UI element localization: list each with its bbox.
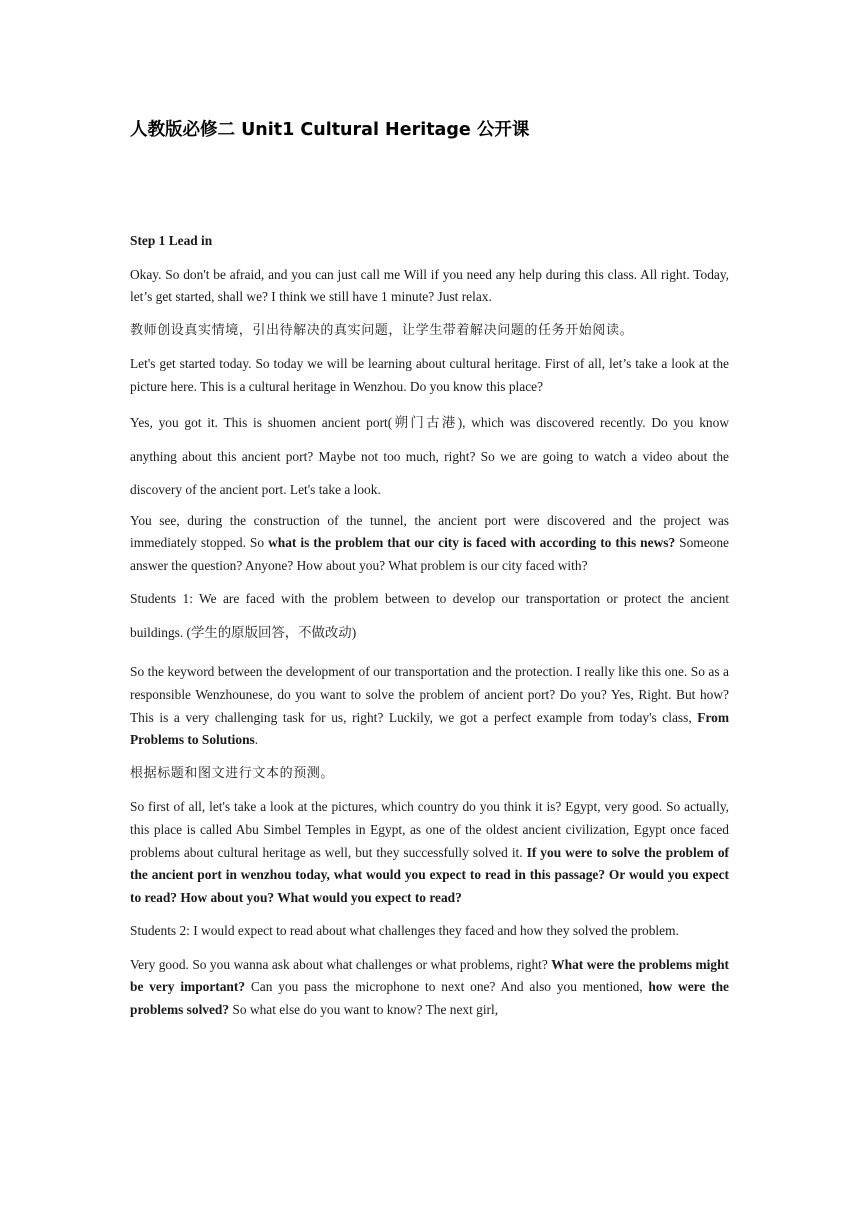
paragraph: [130, 796, 729, 909]
paragraph: Let's get started today. So today we will be learning about cultural heritage. First of all, let’s take a look at the picture here. This is a cultural heritage in Wenzhou. Do you know this place?: [130, 356, 729, 394]
bold-question: how were the problems solved?: [130, 979, 729, 1018]
bold-question: What were the problems might be very important?: [130, 956, 729, 995]
text-run: So what else do you want to know? The next girl,: [229, 1002, 499, 1018]
text-run: ): [351, 625, 357, 641]
text-run: So first of all, let's take a look at the pictures, which country do you think it is? Egypt, very good. So actually, this place is called Abu Simbel Temples in Egypt, as one of the oldest ancient civilization, Egypt once faced problems about cultural heritage as well, but they successfully solved it.: [130, 799, 729, 860]
document-body: [130, 230, 729, 1033]
document-title: 人教版必修二 Unit1 Cultural Heritage 公开课: [130, 120, 530, 140]
bold-question: what is the problem that our city is faced with according to this news?: [268, 535, 676, 551]
step-1-heading: Step 1 Lead in: [130, 233, 213, 248]
text-run: Can you pass the microphone to next one? And also you mentioned,: [245, 979, 649, 995]
paragraph-chinese-note: 教师创设真实情境，引出待解决的真实问题，让学生带着解决问题的任务开始阅读。: [130, 322, 634, 338]
paragraph: [130, 406, 729, 506]
text-run: Very good. So you wanna ask about what challenges or what problems, right?: [130, 956, 552, 972]
paragraph: Okay. So don't be afraid, and you can just call me Will if you need any help during this class. All right. Today, let’s get started, shall we? I think we still have 1 minute? Just relax.: [130, 266, 729, 305]
text-run-chinese: 学生的原版回答，不做改动: [191, 626, 352, 642]
text-run: Someone answer the question? Anyone? How about you? What problem is our city faced with?: [130, 535, 729, 573]
bold-question: If you were to solve the problem of the ancient port in wenzhou today, what would you expect to read in this passage? Or would you expect to read? How about you? What would you expect to read?: [130, 844, 729, 905]
paragraph: Students 2: I would expect to read about what challenges they faced and how they solved the problem.: [130, 923, 679, 939]
text-run-chinese: 朔门古港: [392, 415, 458, 431]
paragraph: [130, 582, 729, 651]
paragraph-chinese-note: 根据标题和图文进行文本的预测。: [130, 765, 335, 781]
bold-phrase: From Problems to Solutions: [130, 709, 729, 748]
text-run: You see, during the construction of the tunnel, the ancient port were discovered and the project was immediately stopped. So: [130, 512, 729, 551]
text-run: ), which was discovered recently. Do you know anything about this ancient port? Maybe not too much, right? So we are going to watch a video about the discovery of the ancient port. Let's take a look.: [130, 414, 729, 497]
paragraph: [130, 510, 729, 578]
text-run: Students 1: We are faced with the problem between to develop our transportation or protect the ancient buildings. (: [130, 591, 729, 641]
paragraph: [130, 954, 729, 1022]
text-run: .: [254, 732, 259, 748]
text-run: So the keyword between the development of our transportation and the protection. I really like this one. So as a responsible Wenzhounese, do you want to solve the problem of ancient port? Do you? Yes, Right. But how? This is a very challenging task for us, right? Luckily, we got a perfect example from today's class,: [130, 664, 729, 725]
text-run: Yes, you got it. This is shuomen ancient port(: [130, 414, 393, 430]
paragraph: [130, 661, 729, 751]
